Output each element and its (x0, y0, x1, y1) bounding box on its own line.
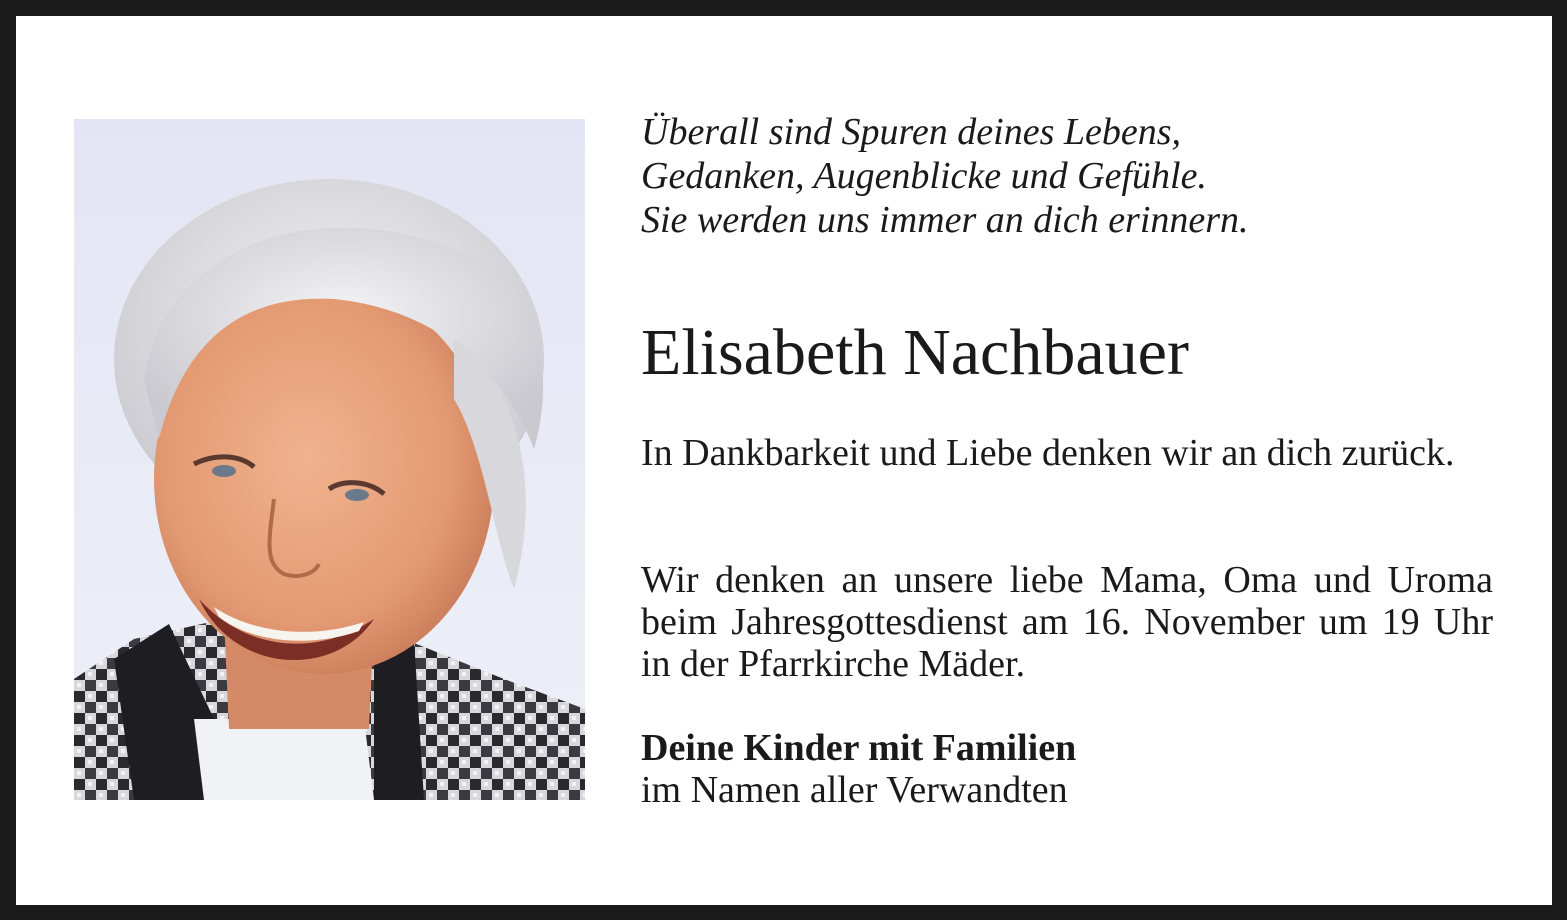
service-paragraph: Wir denken an unsere liebe Mama, Oma und Uroma beim Jahresgottesdienst am 16. November um 19 Uhr in der Pfarrkirche Mäder. (641, 559, 1493, 685)
signature-subtitle: im Namen aller Verwandten (641, 769, 1068, 811)
signature-title: Deine Kinder mit Familien (641, 727, 1077, 769)
signature-block (641, 727, 1076, 811)
obituary-text (641, 110, 1493, 811)
portrait-photo (74, 119, 585, 800)
verse-line: Gedanken, Augenblicke und Gefühle. (641, 155, 1207, 197)
portrait-illustration (74, 119, 585, 800)
gratitude-paragraph: In Dankbarkeit und Liebe denken wir an dich zurück. (641, 432, 1455, 474)
verse-line: Überall sind Spuren deines Lebens, (641, 111, 1182, 153)
memorial-verse (641, 110, 1493, 242)
deceased-name: Elisabeth Nachbauer (641, 316, 1189, 389)
verse-line: Sie werden uns immer an dich erinnern. (641, 199, 1249, 241)
